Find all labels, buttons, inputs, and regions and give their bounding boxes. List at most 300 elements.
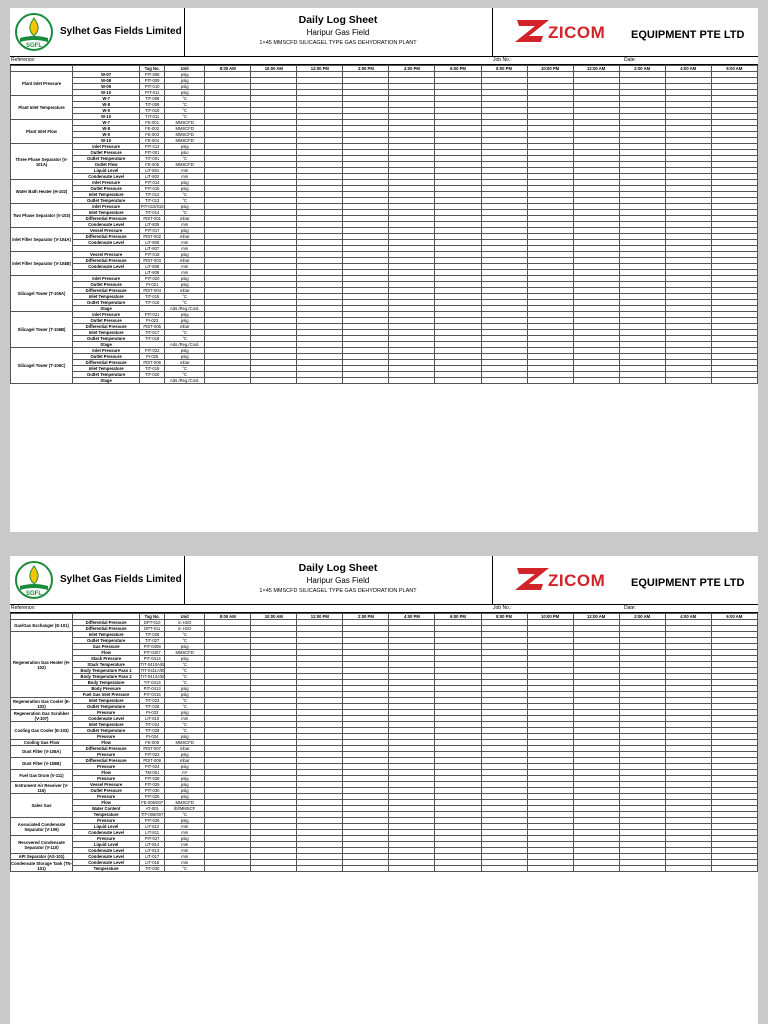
header-time: 12:00 AM	[573, 66, 619, 72]
reading-input-cell[interactable]	[251, 378, 297, 384]
equipment-label: Instrument Air Receiver (V-116)	[11, 782, 73, 794]
reading-input-cell[interactable]	[573, 866, 619, 872]
unit-label: MMSCFD	[165, 162, 205, 168]
parameter-label: Body Temperature	[73, 680, 140, 686]
unit-label: °C	[165, 698, 205, 704]
unit-label: mm	[165, 168, 205, 174]
equipment-label: Associated Condensate Separator (V-109)	[11, 818, 73, 836]
company-box	[10, 8, 185, 56]
parameter-label: Inlet Temperature	[73, 210, 140, 216]
header-tag: Tag No.	[140, 66, 165, 72]
tag-number: TIT-029	[140, 728, 165, 734]
unit-label: mbar	[165, 258, 205, 264]
reading-input-cell[interactable]	[297, 866, 343, 872]
tag-number: LIT-809	[140, 270, 165, 276]
sheet-title: Daily Log Sheet	[298, 14, 378, 26]
tag-number: PIT-009	[140, 78, 165, 84]
unit-label: °C	[165, 336, 205, 342]
tag-number: TIT-0412A/B	[140, 674, 164, 679]
unit-label: in H2O	[165, 620, 205, 626]
unit-label: °C	[165, 96, 205, 102]
unit-label: mm	[165, 860, 205, 866]
tag-number: PDIT-004	[140, 288, 165, 294]
parameter-label: Temperature	[73, 866, 140, 872]
header-time: 2:00 AM	[619, 66, 665, 72]
reading-input-cell[interactable]	[481, 866, 527, 872]
equipment-label: Gas/Gas Exchanger (E-101)	[11, 620, 73, 632]
unit-label: mm	[165, 716, 205, 722]
unit-label: m³	[165, 770, 205, 776]
equipment-label: API Separator (AS-101)	[11, 854, 73, 860]
tag-number: LIT-017	[140, 854, 165, 860]
tag-number: PIT-024	[140, 764, 165, 770]
unit-label: mbar	[165, 758, 205, 764]
parameter-label: Pressure	[73, 710, 140, 716]
tag-number: TIT-012	[140, 192, 165, 198]
unit-label: mbar	[165, 234, 205, 240]
zicom-logo-icon	[515, 18, 551, 44]
unit-label: °C	[165, 294, 205, 300]
tag-number: FE-005	[140, 162, 165, 168]
parameter-label: Body Pressure	[73, 686, 140, 692]
parameter-label: Inlet Temperature	[73, 366, 140, 372]
date-label: Date:	[624, 605, 636, 611]
brand-suffix: EQUIPMENT PTE LTD	[631, 577, 745, 589]
tag-number: PIT-026	[140, 818, 165, 824]
job-label: Job No.:	[493, 605, 512, 611]
parameter-label: Outlet Pressure	[73, 354, 140, 360]
sgfl-logo-text: SGFL	[26, 591, 42, 597]
tag-number: TIT-016	[140, 300, 165, 306]
tag-number: TIT-008	[140, 96, 165, 102]
reading-input-cell[interactable]	[389, 866, 435, 872]
brand-box	[492, 8, 759, 56]
plant-name: 1×45 MMSCFD SILICAGEL TYPE GAS DEHYDRATION PLANT	[259, 588, 417, 594]
parameter-label: Vessel Pressure	[73, 228, 140, 234]
tag-number: TIT-006/007	[140, 812, 164, 817]
tag-number: PIT-010	[140, 84, 165, 90]
unit-label: mm	[165, 830, 205, 836]
unit-label: °C	[165, 812, 205, 818]
unit-label: °C	[165, 372, 205, 378]
tag-number: PIT-014	[140, 180, 165, 186]
parameter-label: Pressure	[73, 734, 140, 740]
reading-input-cell[interactable]	[711, 378, 757, 384]
unit-label: mbar	[165, 288, 205, 294]
parameter-label: Condensate Level	[73, 240, 140, 246]
header-time: 12:00 PM	[297, 614, 343, 620]
parameter-label: Outlet Temperature	[73, 704, 140, 710]
header-time: 10:00 AM	[251, 66, 297, 72]
parameter-label: Inlet Pressure	[73, 276, 140, 282]
tag-number: PDIT-006	[140, 360, 165, 366]
tag-number: TIT-010	[140, 108, 165, 114]
zicom-logo-icon	[515, 566, 551, 592]
unit-label: MMSCFD	[165, 800, 205, 806]
reading-input-cell[interactable]	[389, 378, 435, 384]
parameter-label: Stage	[73, 378, 140, 384]
unit-label: psig	[165, 90, 205, 96]
reading-input-cell[interactable]	[297, 378, 343, 384]
sheet-header	[10, 556, 758, 605]
unit-label: °C	[165, 680, 205, 686]
parameter-label: W-07	[73, 72, 140, 78]
unit-label: psio	[165, 150, 205, 156]
unit-label: °C	[165, 722, 205, 728]
header-time: 4:00 AM	[665, 66, 711, 72]
tag-number: TIT-024	[140, 722, 165, 728]
tag-number: PIT-0413	[140, 686, 165, 692]
header-time: 2:00 PM	[343, 614, 389, 620]
parameter-label: Outlet Temperature	[73, 372, 140, 378]
unit-label: °C	[165, 330, 205, 336]
unit-label: psig	[165, 710, 205, 716]
tag-number: PIT-0407	[140, 650, 165, 656]
unit-label: °C	[165, 108, 205, 114]
equipment-label: Recovered Condensate Separator (V-110)	[11, 836, 73, 854]
unit-label: psig	[165, 72, 205, 78]
equipment-label: Cooling Gas Flow	[11, 740, 73, 746]
reading-input-cell[interactable]	[481, 378, 527, 384]
unit-label: °C	[165, 102, 205, 108]
parameter-label: W-10	[73, 114, 140, 120]
unit-label: psig	[165, 348, 205, 354]
unit-label: psig	[165, 144, 205, 150]
unit-label: psig	[165, 228, 205, 234]
unit-label: mm	[165, 848, 205, 854]
tag-number: PIT-012	[140, 144, 165, 150]
tag-number: PIT-023	[140, 752, 165, 758]
parameter-label: Condensate Level	[73, 848, 140, 854]
header-time: 10:00 AM	[251, 614, 297, 620]
tag-number: PI-034	[140, 734, 165, 740]
tag-number: TIT-027	[140, 638, 165, 644]
sheet-title: Daily Log Sheet	[298, 562, 378, 574]
equipment-label: Silicagel Tower (T-106C)	[11, 348, 73, 384]
equipment-label: Inlet Filter Separator (V-104B)	[11, 252, 73, 276]
tag-number: LIT-802	[140, 174, 165, 180]
tag-number: PIT-030	[140, 788, 165, 794]
unit-label: psig	[165, 282, 205, 288]
reading-input-cell[interactable]	[665, 866, 711, 872]
sheet-header	[10, 8, 758, 57]
parameter-label: Differential Pressure	[73, 758, 140, 764]
parameter-label: W-8	[73, 102, 140, 108]
brand-name: ZICOM	[548, 23, 606, 42]
tag-number: PI-023	[140, 318, 165, 324]
parameter-label: Differential Pressure	[73, 360, 140, 366]
parameter-label: Differential Pressure	[73, 234, 140, 240]
equipment-label: Three Phase Separator (V-101A)	[11, 144, 73, 180]
tag-number: LIT-016	[140, 860, 165, 866]
reading-input-cell[interactable]	[251, 866, 297, 872]
parameter-label: W-08	[73, 78, 140, 84]
unit-label: Ads./Reg./Cool.	[165, 342, 205, 348]
equipment-label: Dust Filter (V-108A)	[11, 746, 73, 758]
parameter-label: Flow	[73, 740, 140, 746]
tag-number: TM-001	[140, 770, 165, 776]
tag-number: PIT-018	[140, 252, 165, 258]
header-time: 2:00 PM	[343, 66, 389, 72]
brand-suffix: EQUIPMENT PTE LTD	[631, 29, 745, 41]
company-name: Sylhet Gas Fields Limited	[60, 574, 182, 585]
unit-label: mm	[165, 854, 205, 860]
unit-label: MMSCFD	[165, 120, 205, 126]
unit-label: °C	[165, 728, 205, 734]
title-box	[184, 8, 492, 56]
log-sheet-page-2	[10, 556, 758, 1024]
tag-number: PIT-0416	[140, 692, 165, 698]
parameter-label: Condensate Level	[73, 830, 140, 836]
parameter-label: Inlet Temperature	[73, 330, 140, 336]
tag-number: TIT-023	[140, 698, 165, 704]
unit-label: °C	[165, 866, 205, 872]
unit-label: psig	[165, 644, 205, 650]
tag-number: PIT-011	[140, 90, 165, 96]
unit-label: Ads./Reg./Cool.	[165, 378, 205, 384]
tag-number: TIT-017	[140, 330, 165, 336]
parameter-label: Pressure	[73, 818, 140, 824]
unit-label: °C	[165, 674, 205, 680]
parameter-label: Differential Pressure	[73, 626, 140, 632]
unit-label: MMSCFD	[165, 132, 205, 138]
unit-label: psig	[165, 84, 205, 90]
sgfl-logo-text: SGFL	[26, 43, 42, 49]
reading-input-cell[interactable]	[665, 378, 711, 384]
reference-row	[10, 605, 758, 613]
equipment-label: Silicagel Tower (T-106B)	[11, 312, 73, 348]
tag-number: PDIT-008	[140, 758, 165, 764]
parameter-label: Outlet Pressure	[73, 788, 140, 794]
parameter-label: Differential Pressure	[73, 258, 140, 264]
tag-number: LIT-813	[140, 848, 165, 854]
parameter-label: Pressure	[73, 776, 140, 782]
tag-number: TIT-030	[140, 866, 165, 872]
parameter-label: Temperature	[73, 812, 140, 818]
sgfl-logo-icon	[14, 12, 54, 52]
equipment-label: Plant Inlet Flow	[11, 120, 73, 144]
header-time: 6:00 AM	[711, 66, 757, 72]
unit-label: mbar	[165, 360, 205, 366]
unit-label: psig	[165, 782, 205, 788]
header-time: 4:00 PM	[389, 614, 435, 620]
tag-number: TIT-013	[140, 198, 165, 204]
equipment-label: Regeneration Gas Heater (H-102)	[11, 632, 73, 698]
tag-number: LIT-811	[140, 830, 165, 836]
tag-number: TIT-011	[140, 114, 165, 120]
reading-input-cell[interactable]	[343, 866, 389, 872]
equipment-label: Silicagel Tower (T-106A)	[11, 276, 73, 312]
tag-number: FE-004	[140, 138, 165, 144]
unit-label: psig	[165, 204, 205, 210]
unit-label: °C	[165, 638, 205, 644]
parameter-label: Outlet Temperature	[73, 198, 140, 204]
reading-input-cell[interactable]	[205, 378, 251, 384]
parameter-label: Outlet Flow	[73, 162, 140, 168]
parameter-label: Liquid Level	[73, 842, 140, 848]
unit-label: psig	[165, 788, 205, 794]
parameter-label: Inlet Pressure	[73, 312, 140, 318]
unit-label: Ads./Reg./Cool.	[165, 306, 205, 312]
parameter-label: Vessel Pressure	[73, 782, 140, 788]
equipment-label: Two Phase Separator (V-103)	[11, 204, 73, 228]
header-time: 2:00 AM	[619, 614, 665, 620]
tag-number: TIT-018	[140, 336, 165, 342]
parameter-label: Inlet Pressure	[73, 348, 140, 354]
header-time: 4:00 PM	[389, 66, 435, 72]
parameter-label: Outlet Pressure	[73, 282, 140, 288]
tag-number: PIT-008	[140, 72, 165, 78]
tag-number: PIT-025	[140, 794, 165, 800]
tag-number: PI-021	[140, 282, 165, 288]
tag-number: TIT-009	[140, 102, 165, 108]
reference-label: Reference:	[11, 57, 36, 63]
tag-number: FE-009	[140, 740, 165, 746]
sgfl-logo-icon	[14, 560, 54, 600]
tag-number: AT-001	[140, 806, 165, 812]
tag-number: FE-006/007	[141, 800, 164, 805]
parameter-label: Stack Pressure	[73, 656, 140, 662]
unit-label: °C	[165, 300, 205, 306]
tag-number: DPT-010	[140, 620, 165, 626]
company-box	[10, 556, 185, 604]
parameter-label: Condensate Level	[73, 716, 140, 722]
parameter-label: Differential Pressure	[73, 216, 140, 222]
reading-input-cell[interactable]	[527, 866, 573, 872]
tag-number: PIT-021	[140, 312, 165, 318]
parameter-label: Condensate Level	[73, 222, 140, 228]
parameter-label: Outlet Temperature	[73, 336, 140, 342]
table-row	[11, 378, 758, 384]
unit-label: mm	[165, 222, 205, 228]
tag-number: DPT-011	[140, 626, 165, 632]
reading-input-cell[interactable]	[619, 378, 665, 384]
tag-number: PDIT-007	[140, 746, 165, 752]
parameter-label: Inlet Temperature	[73, 698, 140, 704]
unit-label: mm	[165, 174, 205, 180]
parameter-label: Pressure	[73, 836, 140, 842]
parameter-label: Outlet Temperature	[73, 300, 140, 306]
parameter-label: Differential Pressure	[73, 324, 140, 330]
unit-label: mm	[165, 240, 205, 246]
tag-number: PDIT-003	[140, 258, 165, 264]
reading-input-cell[interactable]	[205, 866, 251, 872]
parameter-label: Outlet Pressure	[73, 186, 140, 192]
unit-label: mm	[165, 824, 205, 830]
brand-box	[492, 556, 759, 604]
tag-number: PDIT-005	[140, 324, 165, 330]
tag-number: TIT-025	[140, 632, 165, 638]
parameter-label: W-09	[73, 84, 140, 90]
tag-number: PIT-0408	[140, 644, 165, 650]
unit-label: °C	[165, 198, 205, 204]
unit-label: °C	[165, 704, 205, 710]
unit-label: mm	[165, 842, 205, 848]
unit-label: °C	[165, 210, 205, 216]
tag-number: TIT-015	[140, 294, 165, 300]
tag-number: TIT-014	[140, 210, 165, 216]
unit-label: °C	[165, 192, 205, 198]
field-name: Haripur Gas Field	[306, 28, 370, 37]
unit-label: mm	[165, 264, 205, 270]
tag-number: LIT-801	[140, 168, 165, 174]
parameter-label: Flow	[73, 650, 140, 656]
header-time: 10:00 PM	[527, 614, 573, 620]
tag-number: TIT-020	[140, 372, 165, 378]
parameter-label: Liquid Level	[73, 168, 140, 174]
parameter-label: Outlet Pressure	[73, 318, 140, 324]
unit-label: psig	[165, 764, 205, 770]
header-unit: Unit	[165, 66, 205, 72]
unit-label: psig	[165, 186, 205, 192]
reading-input-cell[interactable]	[527, 378, 573, 384]
unit-label: lbf/MMSCF	[165, 806, 205, 812]
parameter-label: W-10	[73, 90, 140, 96]
tag-number: TIT-028	[140, 704, 165, 710]
unit-label: psig	[165, 312, 205, 318]
equipment-label: Cooling Gas Cooler (E-103)	[11, 722, 73, 740]
parameter-label: W-8	[73, 126, 140, 132]
tag-number: PDIT-002	[140, 234, 165, 240]
reading-input-cell[interactable]	[343, 378, 389, 384]
unit-label: psig	[165, 734, 205, 740]
parameter-label: Pressure	[73, 752, 140, 758]
parameter-label: Outlet Temperature	[73, 638, 140, 644]
unit-label: °C	[165, 668, 205, 674]
parameter-label: Inlet Temperature	[73, 722, 140, 728]
field-name: Haripur Gas Field	[306, 576, 370, 585]
tag-number: TIT-0413	[140, 680, 165, 686]
header-time: 12:00 PM	[297, 66, 343, 72]
tag-number: PIT-001	[140, 150, 165, 156]
unit-label: psig	[165, 692, 205, 698]
unit-label: mm	[165, 246, 205, 252]
unit-label: psig	[165, 836, 205, 842]
company-name: Sylhet Gas Fields Limited	[60, 26, 182, 37]
reading-input-cell[interactable]	[435, 378, 481, 384]
header-time: 8:00 PM	[481, 66, 527, 72]
tag-number: PI-033	[140, 710, 165, 716]
log-sheet-page-1	[10, 8, 758, 532]
parameter-label: Body Temperature Pass 1	[73, 668, 140, 674]
header-time: 6:00 PM	[435, 614, 481, 620]
reading-input-cell[interactable]	[435, 866, 481, 872]
unit-label: mbar	[165, 324, 205, 330]
parameter-label: W-9	[73, 108, 140, 114]
unit-label: in H2O	[165, 626, 205, 632]
tag-number: PIT-015/016	[140, 204, 164, 209]
parameter-label: Gas Pressure	[73, 644, 140, 650]
parameter-label: Flow	[73, 800, 140, 806]
reading-input-cell[interactable]	[619, 866, 665, 872]
unit-label: psig	[165, 318, 205, 324]
tag-number: TIT-001	[140, 156, 165, 162]
tag-number: PI-025	[140, 354, 165, 360]
parameter-label: Inlet Temperature	[73, 294, 140, 300]
equipment-label: Fuel Gas Drum (V-111)	[11, 770, 73, 782]
reading-input-cell[interactable]	[573, 378, 619, 384]
parameter-label: Outlet Temperature	[73, 156, 140, 162]
plant-name: 1×45 MMSCFD SILICAGEL TYPE GAS DEHYDRATION PLANT	[259, 40, 417, 46]
job-label: Job No.:	[493, 57, 512, 63]
reading-input-cell[interactable]	[711, 866, 757, 872]
reference-label: Reference:	[11, 605, 36, 611]
parameter-label: Inlet Pressure	[73, 144, 140, 150]
tag-number: PIT-027	[140, 836, 165, 842]
header-time: 6:00 AM	[711, 614, 757, 620]
unit-label: mbar	[165, 216, 205, 222]
tag-number: PIT-0414	[140, 656, 165, 662]
